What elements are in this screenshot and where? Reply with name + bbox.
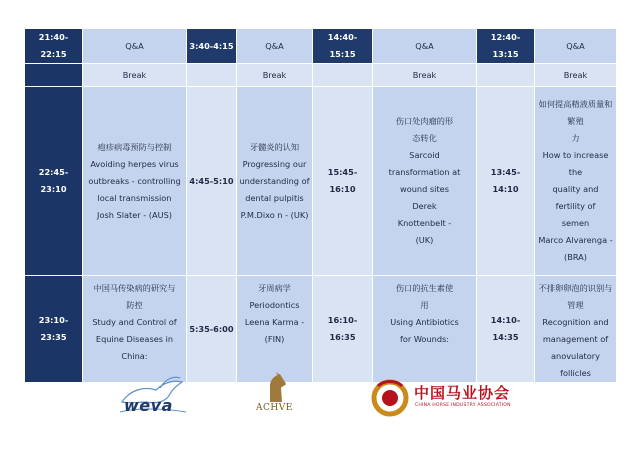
session-line: Periodontics [249,300,300,310]
session-cell [535,87,617,276]
time-cell: 13:45-14:10 [477,87,535,276]
session-line: semen [561,218,590,228]
session-line: (FIN) [264,334,285,344]
session-line: Using Antibiotics [390,317,459,327]
session-cell [373,87,477,276]
session-line: 伤口的抗生素使 [395,283,454,293]
chia-logo-chinese: 中国马业协会 [414,384,511,402]
session-line: 疱疹病毒预防与控制 [97,141,172,152]
session-cell [83,276,187,383]
session-line: Derek [412,201,437,211]
session-line: 牙周病学 [258,283,291,293]
session-line: transformation at [388,167,461,177]
weva-logo [116,372,188,420]
achve-logo [252,372,302,420]
session-cell [237,87,313,276]
session-line: 用 [420,300,429,310]
session-cell [83,87,187,276]
session-line: 态转化 [412,133,437,143]
session-line: Equine Diseases in China: [95,334,174,361]
break-cell: Break [237,64,313,87]
session-line: Progressing our [242,158,307,169]
table-row [25,64,617,87]
session-line: 防控 [126,300,143,310]
session-line: 中国马传染病的研究与 [93,283,176,293]
session-cell [535,276,617,383]
time-cell: 3:40-4:15 [187,29,237,64]
table-row [25,276,617,383]
table-row [25,29,617,64]
sponsor-logos [0,368,640,428]
session-line: understanding of [239,175,310,186]
session-line: local transmission [97,192,172,203]
chia-logo-english: CHINA HORSE INDUSTRY ASSOCIATION [415,403,511,408]
session-cell [237,276,313,383]
session-line: wound sites [400,184,449,194]
session-line: anovulatory follicles [551,351,600,378]
session-cell: Q&A [83,29,187,64]
weva-logo-text: weva [124,396,173,415]
time-cell: 12:40-13:15 [477,29,535,64]
session-cell [373,276,477,383]
time-cell: 14:10-14:35 [477,276,535,383]
time-cell: 16:10-16:35 [313,276,373,383]
schedule-table [24,28,617,383]
time-cell [187,64,237,87]
session-line: Josh Slater - (AUS) [97,209,172,220]
table-row [25,87,617,276]
session-line: 不排卵卵泡的识别与管理 [538,283,613,310]
session-line: How to increase the [542,150,609,177]
session-line: management of [542,334,609,344]
achve-logo-text: ACHVE [256,403,293,413]
time-cell: 22:45-23:10 [25,87,83,276]
time-cell [25,64,83,87]
session-line: 力 [571,133,580,143]
time-cell: 21:40-22:15 [25,29,83,64]
session-line: Sarcoid [409,150,440,160]
session-line: for Wounds: [399,334,450,344]
break-cell: Break [83,64,187,87]
session-line: 伤口处肉瘤的形 [395,116,454,126]
time-cell: 5:35-6:00 [187,276,237,383]
break-cell: Break [373,64,477,87]
chia-emblem-icon [368,376,412,420]
session-line: Leena Karma - [244,317,305,327]
session-line: 牙髓炎的认知 [249,141,300,152]
break-cell: Break [535,64,617,87]
time-cell [477,64,535,87]
session-line: Study and Control of [92,317,177,327]
session-line: quality and fertility of [552,184,599,211]
session-line: (UK) [415,235,434,245]
session-cell: Q&A [535,29,617,64]
session-line: Knottenbelt - [397,218,452,228]
session-line: outbreaks - controlling [88,175,181,186]
time-cell: 14:40-15:15 [313,29,373,64]
session-line: Marco Alvarenga - (BRA) [538,235,613,262]
session-line: P.M.Dixo n - (UK) [240,209,309,220]
time-cell: 4:45-5:10 [187,87,237,276]
horse-head-icon [252,372,302,404]
session-cell: Q&A [237,29,313,64]
session-cell: Q&A [373,29,477,64]
chia-logo [368,376,528,420]
time-cell [313,64,373,87]
session-line: 如何提高精液质量和繁殖 [538,99,613,126]
session-line: Avoiding herpes virus [90,158,179,169]
session-line: dental pulpitis [245,192,304,203]
time-cell: 15:45-16:10 [313,87,373,276]
session-line: Recognition and [542,317,609,327]
time-cell: 23:10-23:35 [25,276,83,383]
